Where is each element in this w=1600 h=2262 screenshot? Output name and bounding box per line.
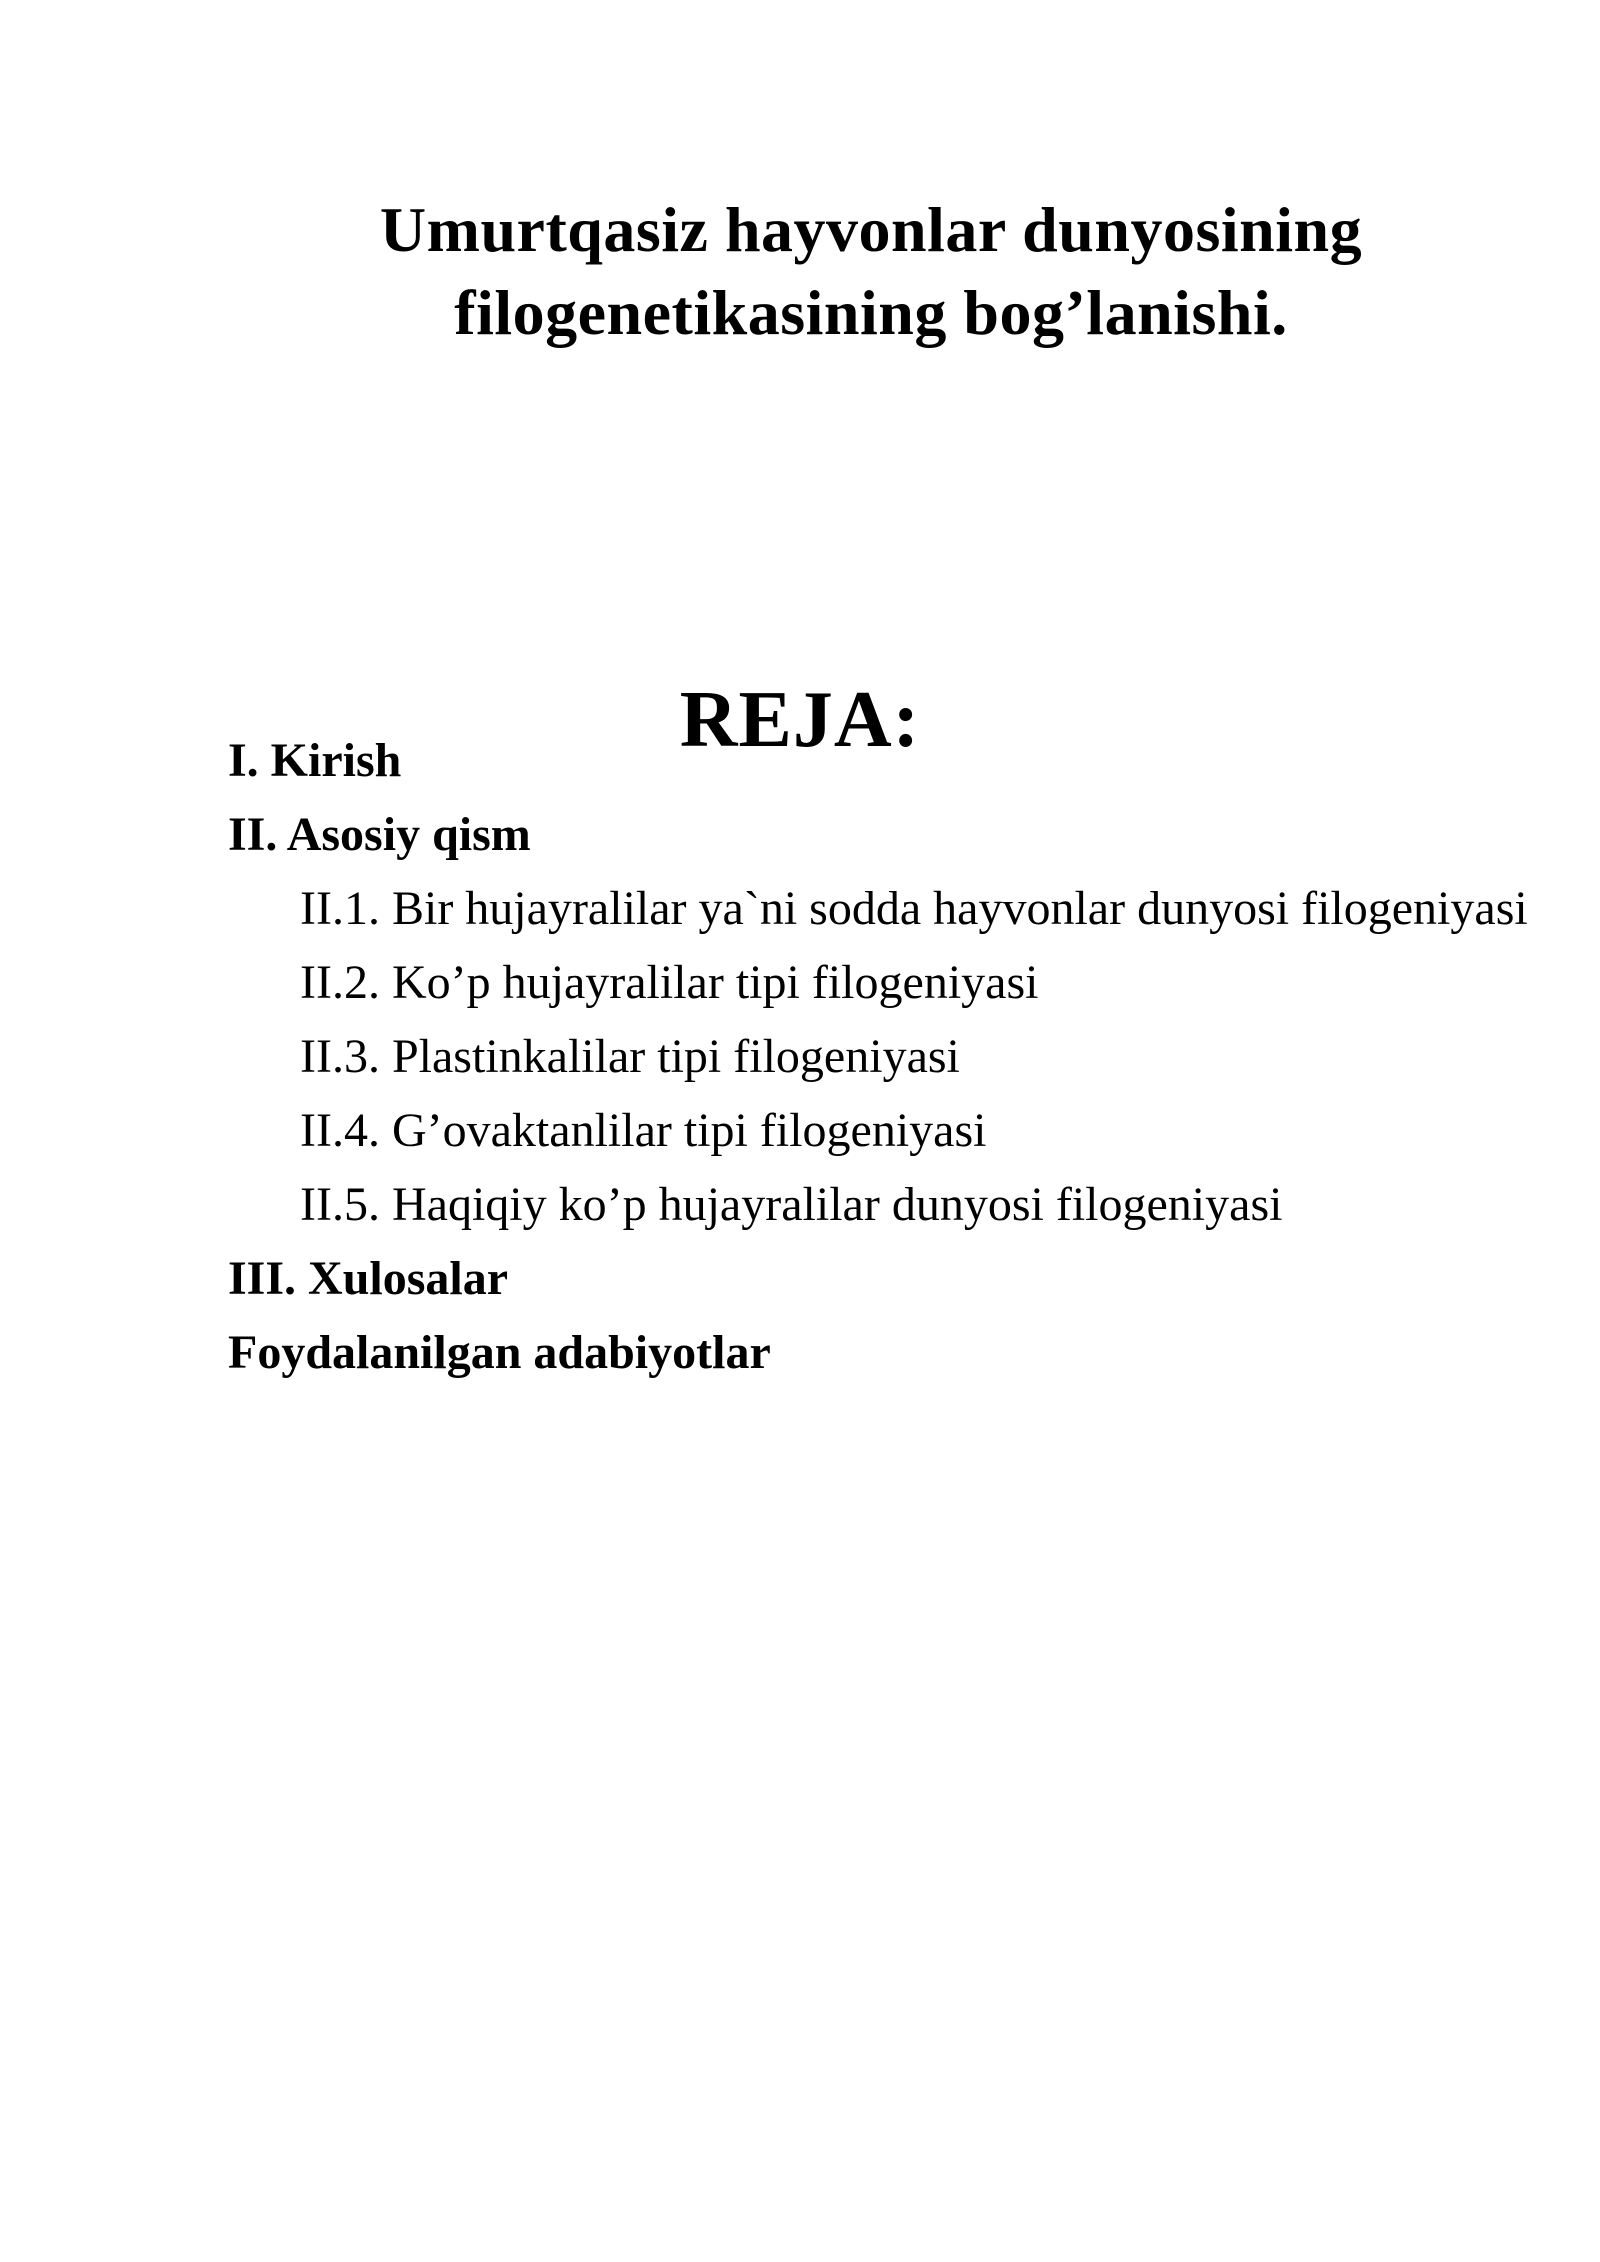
outline-item-ii-4: II.4. G’ovaktanlilar tipi filogeniyasi [300,1104,987,1157]
title-line-1: Umurtqasiz hayvonlar dunyosining [379,193,1363,265]
outline-item-ii-3: II.3. Plastinkalilar tipi filogeniyasi [300,1030,960,1083]
outline-item-adabiyotlar: Foydalanilgan adabiyotlar [228,1326,771,1379]
document-title [0,188,1600,354]
outline-item-i-kirish: I. Kirish [228,734,402,787]
outline-item-ii-1: II.1. Bir hujayralilar ya`ni sodda hayvonlar dunyosi filogeniyasi [300,882,1528,935]
plan-heading: REJA: [679,676,921,765]
outline-item-iii-xulosalar: III. Xulosalar [228,1252,509,1305]
title-line-2: filogenetikasining bog’lanishi. [454,276,1288,348]
outline-list [228,724,1528,1390]
outline-item-ii-2: II.2. Ko’p hujayralilar tipi filogeniyasi [300,956,1039,1009]
outline-item-ii-5: II.5. Haqiqiy ko’p hujayralilar dunyosi filogeniyasi [300,1178,1283,1231]
outline-item-ii-asosiy-qism: II. Asosiy qism [228,808,531,861]
